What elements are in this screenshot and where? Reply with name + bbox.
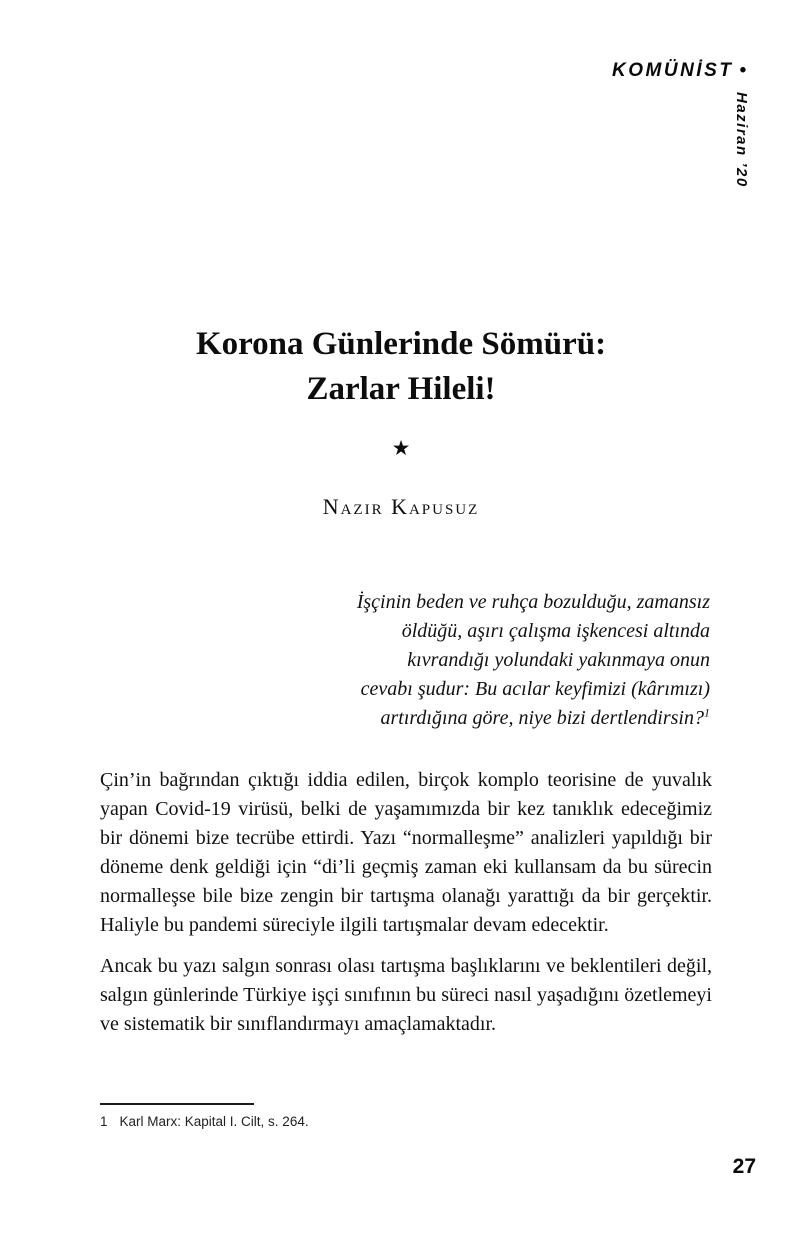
epigraph-line: cevabı şudur: Bu acılar keyfimizi (kârımızı) [360,678,710,700]
issue-date-vertical: Haziran ’20 [733,92,750,188]
epigraph-line: İşçinin beden ve ruhça bozulduğu, zamansız [356,591,710,613]
epigraph-line: öldüğü, aşırı çalışma işkencesi altında [401,620,710,642]
footnote-text: Karl Marx: Kapital I. Cilt, s. 264. [119,1114,309,1129]
body-paragraph: Ancak bu yazı salgın sonrası olası tartışma başlıklarını ve beklentileri değil, salgın günlerinde Türkiye işçi sınıfının bu süreci nasıl yaşadığını özetlemeyi ve sistematik bir sınıflandırmayı amaçlamaktadır. [100,955,712,1035]
epigraph-quote [230,588,710,733]
footnote [100,1114,712,1129]
article-title-line-2: Zarlar Hileli! [306,371,496,407]
masthead-bullet-icon: • [739,60,746,81]
body-paragraph: Çin’in bağrından çıktığı iddia edilen, birçok komplo teorisine de yuvalık yapan Covid-19 virüsü, belki de yaşamımızda bir kez tanıklık edeceğimiz bir dönemi bize tecrübe ettirdi. Yazı “normalleşme” analizleri yapıldığı bir döneme denk geldiği için “di’li geçmiş zaman eki kullansam da bu sürecin normalleşse bile bize zengin bir tartışma olanağı yarattığı da bir gerçektir. Haliyle bu pandemi süreciyle ilgili tartışmalar devam edecektir. [100,769,712,936]
epigraph-line-text: artırdığına göre, niye bizi dertlendirsin? [380,707,704,729]
footnote-marker: 1 [100,1114,108,1129]
article-title [94,322,708,412]
article-body [100,766,712,1051]
star-divider-icon: ★ [391,436,411,460]
article-title-line-1: Korona Günlerinde Sömürü: [195,326,607,362]
page-number: 27 [732,1155,756,1178]
footnote-reference: 1 [704,705,710,720]
journal-title: KOMÜNİST [612,60,734,81]
journal-masthead [612,60,746,82]
epigraph-line: kıvrandığı yolundaki yakınmaya onun [407,649,710,671]
epigraph-line [230,704,710,733]
footnote-separator-line [100,1103,254,1105]
author-name: Nazır Kapusuz [322,494,480,519]
